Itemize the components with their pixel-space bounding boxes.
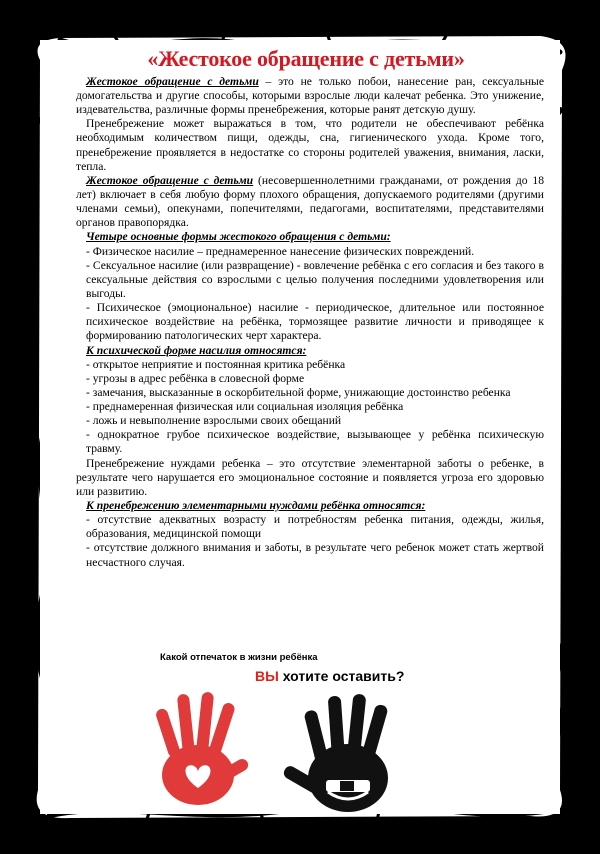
forms-heading: Четыре основные формы жестокого обращения с детьми: — [86, 230, 391, 244]
needs-heading: К пренебрежению элементарными нуждами ребёнка относятся: — [86, 499, 426, 513]
psych-item: - однократное грубое психическое воздействие, вызывающее у ребёнка психическую травму. — [86, 428, 544, 456]
needs-item: - отсутствие адекватных возрасту и потребностям ребенка питания, одежды, жилья, образования, медицинской помощи — [86, 513, 544, 541]
black-hand-icon — [282, 694, 389, 812]
definition-term: Жестокое обращение с детьми — [86, 173, 254, 187]
hands-illustration — [150, 680, 410, 825]
page-title: «Жестокое обращение с детьми» — [147, 46, 465, 71]
psych-item: - открытое неприятие и постоянная критика ребёнка — [86, 357, 346, 371]
psych-item: - замечания, высказанные в оскорбительной форме, унижающие достоинство ребенка — [86, 385, 511, 399]
definition-paragraph — [76, 174, 544, 231]
psych-item: - ложь и невыполнение взрослыми своих обещаний — [86, 414, 342, 428]
psych-item: - угрозы в адрес ребёнка в словесной форме — [86, 371, 305, 385]
intro-term: Жестокое обращение с детьми — [86, 74, 259, 88]
form-item: - Физическое насилие – преднамеренное нанесение физических повреждений. — [86, 244, 475, 258]
intro-text: – это не только побои, нанесение ран, сексуальные домогательства и другие способы, которыми взрослые люди калечат ребенка. Это унижение, издевательства, различные формы пренебрежения, которые ранят детскую душу. — [76, 74, 544, 117]
needs-neglect-paragraph: Пренебрежение нуждами ребенка – это отсутствие элементарной заботы о ребенке, в результате чего нарушается его эмоциональное состояние и появляется угроза его здоровью или развитию. — [76, 456, 544, 498]
red-hand-heart-icon — [155, 692, 251, 805]
caption-line1: Какой отпечаток в жизни ребёнка — [160, 652, 318, 663]
needs-item: - отсутствие должного внимания и заботы, в результате чего ребенок может стать жертвой несчастного случая. — [86, 541, 544, 569]
neglect-paragraph: Пренебрежение может выражаться в том, что родители не обеспечивают ребёнка необходимым количеством пищи, одежды, сна, гигиенического ухода. Кроме того, пренебрежение проявляется в недостатке со стороны родителей уважения, внимания, ласки, тепла. — [76, 117, 544, 173]
definition-text: (несовершеннолетними гражданами, от рождения до 18 лет) включает в себя любую форму плохого обращения, допускаемого родителями (другими членами семьи), опекунами, попечителями, педагогами, воспитателями, представителями органов правопорядка. — [76, 173, 545, 230]
caption-rest: хотите оставить? — [278, 668, 405, 684]
form-item: - Сексуальное насилие (или развращение) - вовлечение ребёнка с его согласия и без такого в сексуальные действия со взрослыми с целью получения последними удовлетворения или выгоды. — [86, 258, 544, 300]
form-item: - Психическое (эмоциональное) насилие - периодическое, длительное или постоянное психическое воздействие на ребёнка, тормозящее развитие личности и приводящее к формированию патологических черт характера. — [86, 301, 544, 343]
psych-item: - преднамеренная физическая или социальная изоляция ребёнка — [86, 400, 404, 414]
caption-vy: ВЫ — [255, 668, 279, 684]
intro-paragraph — [76, 75, 544, 117]
document-body — [76, 46, 544, 570]
psych-heading: К психической форме насилия относятся: — [86, 343, 307, 357]
